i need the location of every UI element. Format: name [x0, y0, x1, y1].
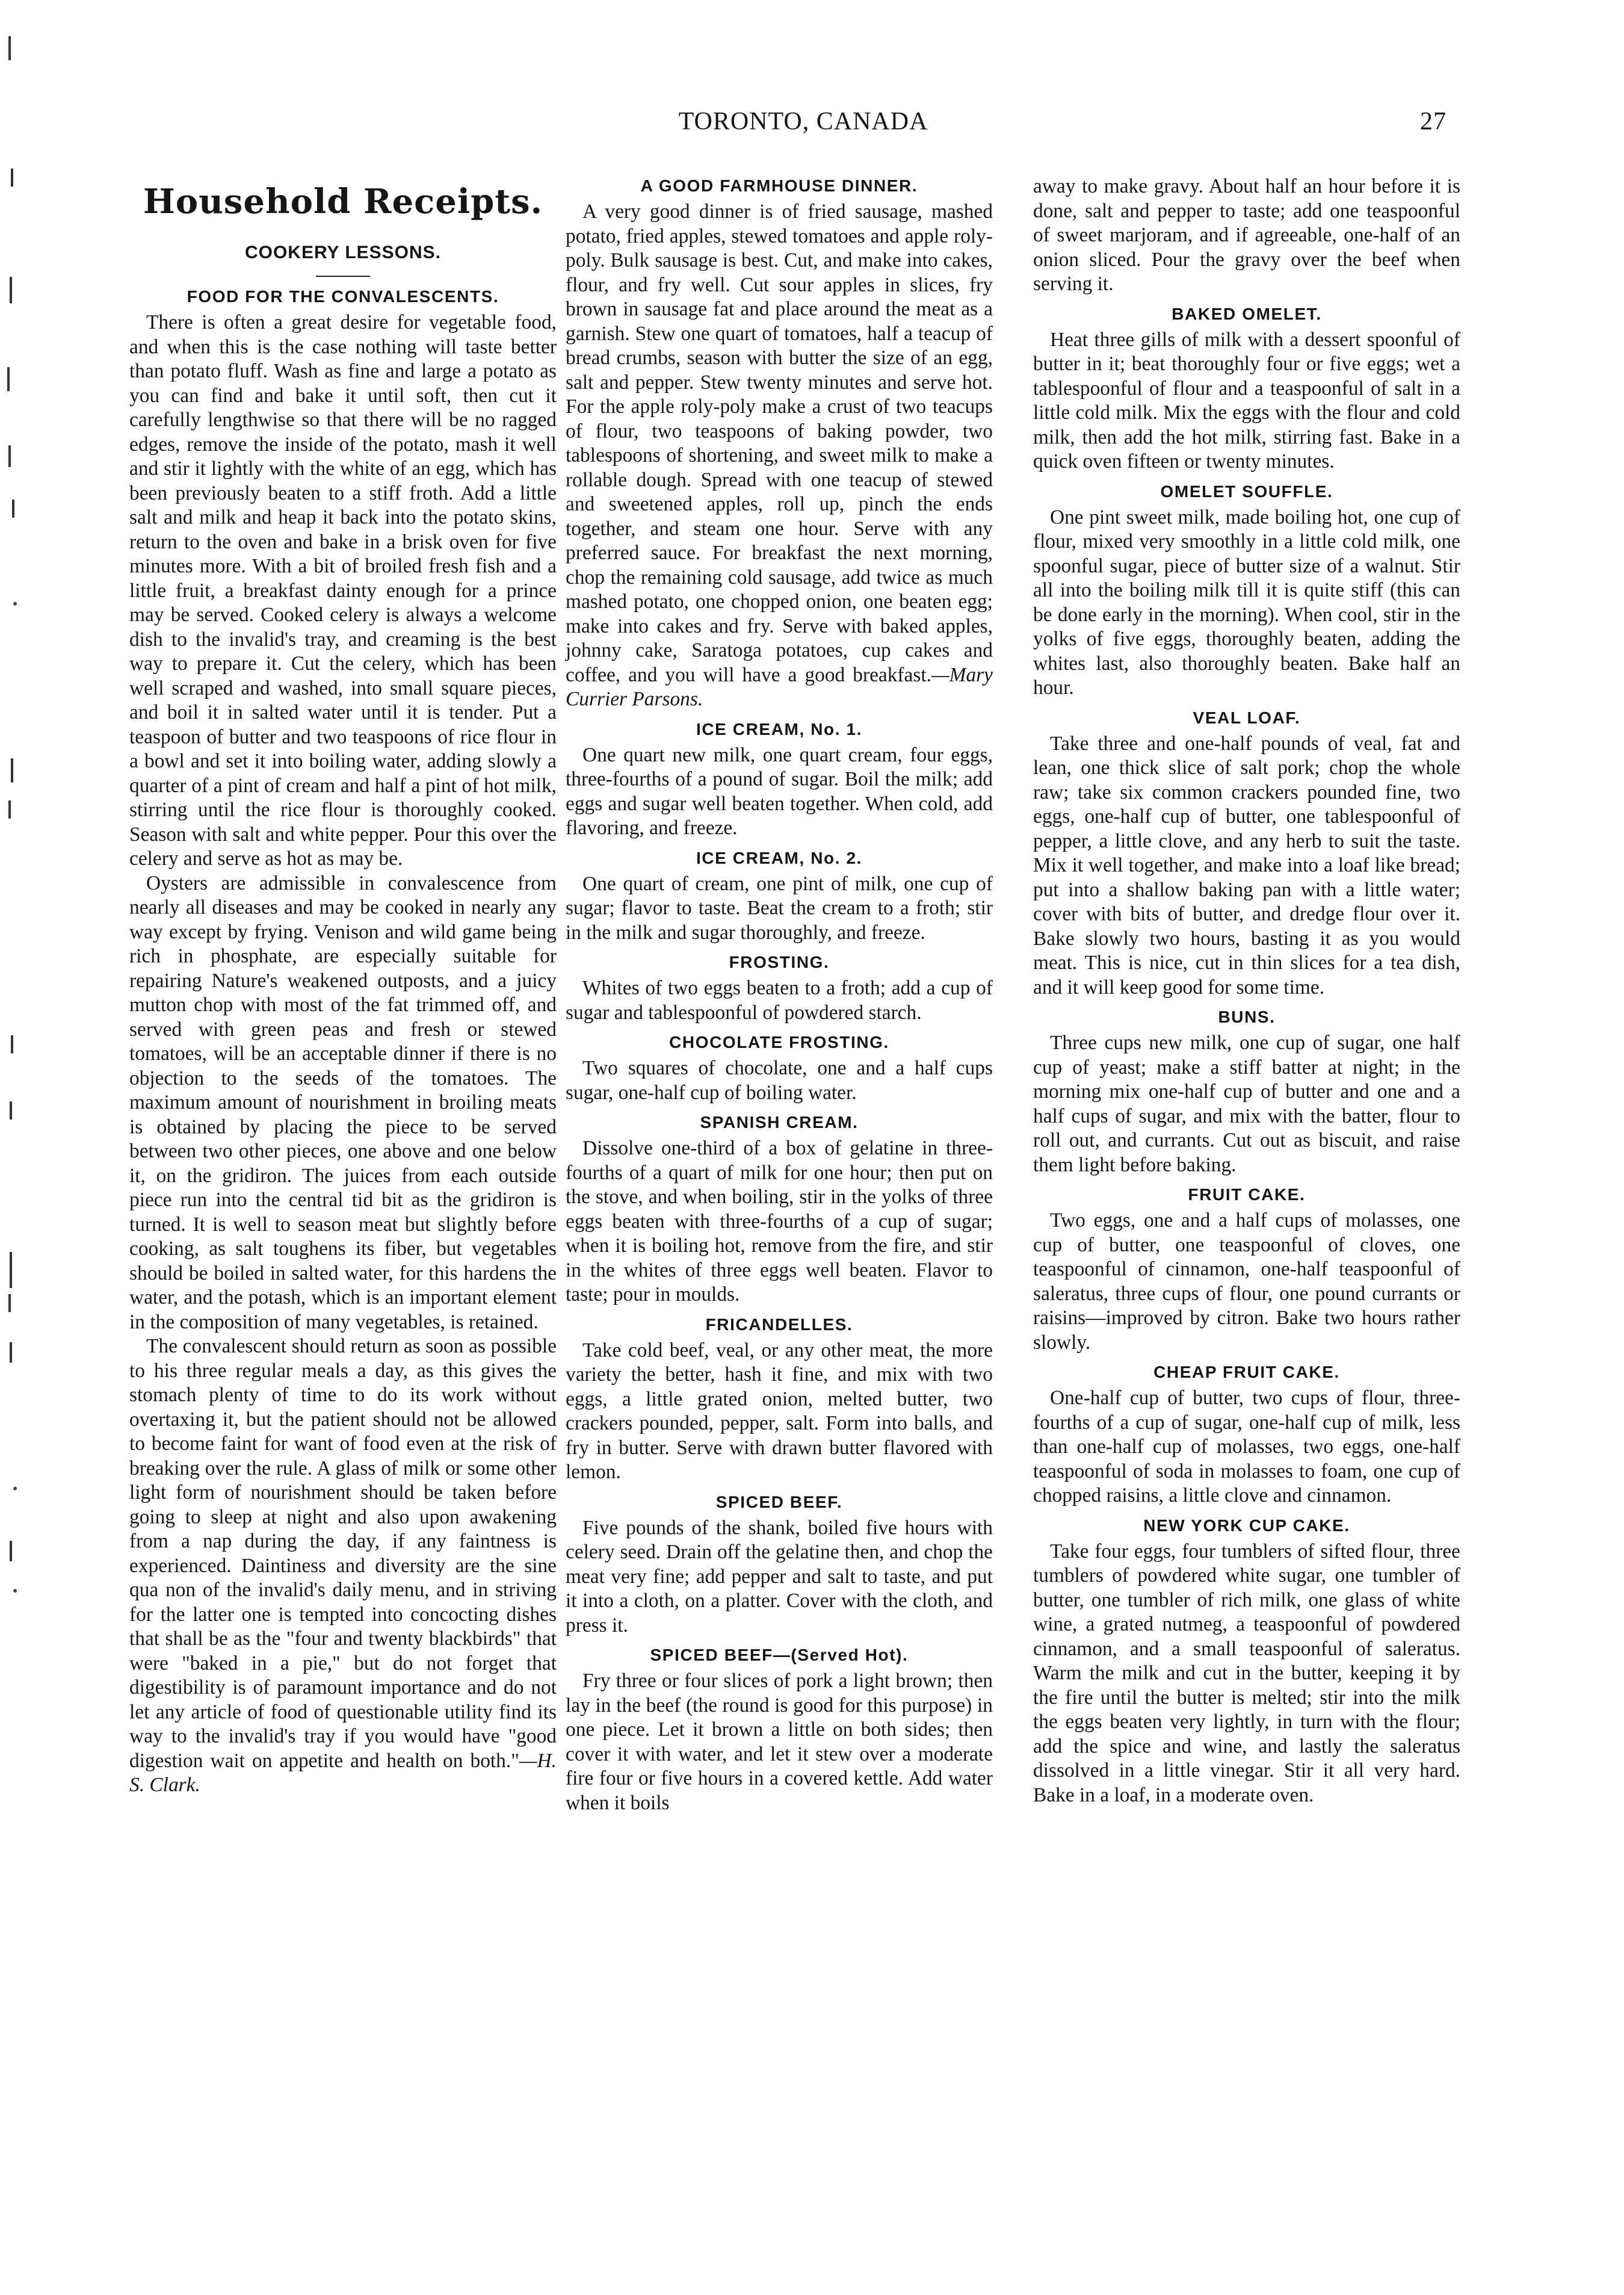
recipe-text: One quart new milk, one quart cream, four eggs, three-fourths of a pound of sugar. Boil the milk; add eggs and sugar well beaten together. When cold, add flavoring, and freeze. — [566, 743, 993, 839]
article — [566, 175, 993, 712]
recipe-text: One quart of cream, one pint of milk, one cup of sugar; flavor to taste. Beat the cream to a froth; stir in the milk and sugar thoroughly, and freeze. — [566, 872, 993, 944]
recipe-text: Fry three or four slices of pork a light brown; then lay in the beef (the round is good for this purpose) in one piece. Let it brown a little on both sides; then cover it with water, and let it stew over a moderate fire four or five hours in a covered kettle. Add water when it boils — [566, 1670, 993, 1814]
article-paragraph-text: The convalescent should return as soon as possible to his three regular meals a day, as this gives the stomach plenty of time to do its work without overtaxing it, but the patient should not be allowed to become faint for want of food even at the risk of breaking over the rule. A glass of milk or some other light form of nourishment should be taken before going to sleep at night and also upon awakening from a nap during the day, if any faintness is experienced. Daintiness and diversity are the sine qua non of the invalid's daily menu, and in striving for the latter one is tempted into concocting dishes that shall be as the "four and twenty blackbirds" that were "baked in a pie," but do not forget that digestibility is of paramount importance and do not let any article of food of questionable utility find its way to the invalid's tray if you would have "good digestion wait on appetite and health on both." — [129, 1335, 557, 1772]
recipe — [566, 1491, 993, 1638]
recipe-text: One-half cup of butter, two cups of flour, three-fourths of a cup of sugar, one-half cup of milk, less than one-half cup of molasses, two eggs, one-half teaspoonful of soda in molasses to foam, one cup of chopped raisins, a little clove and cinnamon. — [1033, 1387, 1460, 1507]
article — [129, 285, 557, 1798]
recipe-heading: VEAL LOAF. — [1193, 708, 1301, 727]
article-heading: A GOOD FARMHOUSE DINNER. — [640, 176, 918, 195]
article-paragraph-text: A very good dinner is of fried sausage, mashed potato, fried apples, stewed tomatoes and apple roly-poly. Bulk sausage is best. Cut, and make into cakes, flour, and fry well. Cut sour apples in slices, fry brown in sausage fat and place around the meat as a garnish. Stew one quart of tomatoes, half a teacup of bread crumbs, season with butter the size of an egg, salt and pepper. Stew twenty minutes and serve hot. For the apple roly-poly make a crust of two teacups of flour, two teaspoons of baking powder, two tablespoons of shortening, and sweet milk to make a rollable dough. Spread with one teacup of stewed and sweetened apples, roll up, pinch the ends together, and steam one hour. Serve with any preferred sauce. For breakfast the next morning, chop the remaining cold sausage, add twice as much mashed potato, one chopped onion, one beaten egg; make into cakes and fry. Serve with baked apples, johnny cake, Saratoga potatoes, cup cakes and coffee, and you will have a good breakfast. — [566, 200, 993, 686]
author-signature: —H. S. Clark. — [129, 1749, 557, 1796]
recipe-heading: SPICED BEEF. — [715, 1492, 843, 1511]
recipe-text: Three cups new milk, one cup of sugar, one half cup of yeast; make a stiff batter at night; in the morning mix one-half cup of butter and one and a half cups of sugar, and mix with the batter, flour to roll out, and currants. Cut out as biscuit, and raise them light before baking. — [1033, 1032, 1460, 1176]
recipe-text: Take four eggs, four tumblers of sifted flour, three tumblers of powdered white sugar, one tumbler of butter, one tumbler of rich milk, one glass of white wine, a grated nutmeg, a teaspoonful of powdered cinnamon, and a small teaspoonful of saleratus. Warm the milk and cut in the butter, keeping it by the fire until the butter is melted; stir into the milk the eggs beaten very lightly, in turn with the flour; add the spice and wine, and lastly the saleratus dissolved in a little vinegar. Stir it all very hard. Bake in a loaf, in a moderate oven. — [1033, 1540, 1460, 1806]
scan-margin-marks — [0, 0, 36, 2295]
article-paragraph: Oysters are admissible in convalescence from nearly all diseases and may be cooked in nearly any way except by frying. Venison and wild game being rich in phosphate, are especially suitable for repairing Nature's weakened outposts, and a juicy mutton chop with most of the fat trimmed off, and served with green peas and fresh or stewed tomatoes, will be an acceptable dinner if there is no objection to the seeds of the tomatoes. The maximum amount of nourishment in broiling meats is obtained by placing the piece to be served between two other pieces, one above and one below it, on the gridiron. The juices from each outside piece run into the central tid bit as the gridiron is turned. It is well to season meat but slightly before cooking, as salt toughens its fiber, but vegetables should be boiled in salted water, for this hardens the water, and the potash, which is an important element in the composition of many vegetables, is retained. — [129, 872, 557, 1333]
recipe-heading: SPANISH CREAM. — [700, 1113, 859, 1132]
author-signature: —Mary Currier Parsons. — [566, 663, 993, 710]
recipe — [1033, 1006, 1460, 1177]
recipe-heading: FRICANDELLES. — [705, 1315, 853, 1334]
recipe — [566, 847, 993, 946]
recipe-heading: SPICED BEEF—(Served Hot). — [650, 1646, 909, 1664]
article-paragraph: There is often a great desire for vegetable food, and when this is the case nothing will taste better than potato fluff. Wash as fine and large a potato as you can find and bake it until soft, then cut it carefully lengthwise so that there will be no ragged edges, remove the inside of the potato, mash it well and stir it lightly with the white of an egg, which has been previously beaten to a stiff froth. Add a little salt and milk and heap it back into the potato skins, return to the oven and bake in a brisk oven for five minutes more. With a bit of broiled fresh fish and a little fruit, a breakfast dainty enough for a prince may be served. Cooked celery is always a welcome dish to the invalid's tray, and creaming is the best way to prepare it. Cut the celery, which has been well scraped and washed, into small square pieces, and boil it in salted water until it is tender. Put a teaspoon of butter and two teaspoons of rice flour in a bowl and set it into boiling water, adding slowly a quarter of a pint of cream and half a pint of hot milk, stirring until the rice flour is thoroughly cooked. Season with salt and white pepper. Pour this over the celery and serve as hot as may be. — [129, 311, 557, 870]
text-column-2 — [566, 175, 993, 1815]
page-number: 27 — [1420, 108, 1446, 135]
recipe — [566, 1031, 993, 1105]
recipe-heading: ICE CREAM, No. 2. — [696, 848, 863, 867]
recipe-text: Take cold beef, veal, or any other meat, the more variety the better, hash it fine, and mix with two eggs, a little grated onion, melted butter, two crackers pounded, pepper, salt. Form into balls, and fry in butter. Serve with drawn butter flavored with lemon. — [566, 1339, 993, 1483]
recipe-text: Heat three gills of milk with a dessert spoonful of butter in it; beat thoroughly four or five eggs; wet a tablespoonful of flour and a teaspoonful of salt in a little cold milk. Mix the eggs with the flour and cold milk, then add the hot milk, stirring fast. Bake in a quick oven fifteen or twenty minutes. — [1033, 328, 1460, 472]
recipe — [1033, 1183, 1460, 1355]
recipe-text-continued: away to make gravy. About half an hour before it is done, salt and pepper to taste; add one teaspoonful of sweet marjoram, and if agreeable, one-half of an onion sliced. Pour the gravy over the beef when serving it. — [1033, 175, 1460, 295]
recipe-heading: FROSTING. — [729, 953, 830, 971]
recipe-heading: FRUIT CAKE. — [1188, 1185, 1306, 1204]
section-kicker: COOKERY LESSONS. — [244, 243, 442, 262]
text-column-3 — [1033, 175, 1460, 1807]
recipe — [1033, 480, 1460, 701]
article-paragraph — [129, 1334, 557, 1798]
recipe-heading: NEW YORK CUP CAKE. — [1143, 1516, 1350, 1535]
running-head — [0, 107, 1624, 143]
recipe-heading: BUNS. — [1218, 1008, 1276, 1026]
recipe-text: One pint sweet milk, made boiling hot, one cup of flour, mixed very smoothly in a little cold milk, one spoonful sugar, piece of butter size of a walnut. Stir all into the boiling milk till it is quite stiff (this can be done early in the morning). When cool, stir in the yolks of five eggs, thoroughly beaten, adding the whites last, also thoroughly beaten. Bake half an hour. — [1033, 506, 1460, 699]
recipe — [566, 1644, 993, 1815]
running-head-title: TORONTO, CANADA — [678, 108, 928, 135]
recipe-heading: BAKED OMELET. — [1172, 304, 1322, 323]
recipe — [1033, 303, 1460, 474]
recipe-text: Take three and one-half pounds of veal, fat and lean, one thick slice of salt pork; chop the whole raw; take six common crackers pounded fine, two eggs, one-half cup of butter, one tablespoonful of pepper, a little clove, and any herb to suit the taste. Mix it well together, and make into a loaf like bread; put into a shallow baking pan with a little water; cover with bits of butter, and dredge flour over it. Bake slowly two hours, basting it as you would meat. This is nice, cut in thin slices for a tea dish, and it will keep good for some time. — [1033, 732, 1460, 999]
recipe — [1033, 1514, 1460, 1808]
recipe-heading: OMELET SOUFFLE. — [1160, 482, 1333, 501]
recipe-text: Two eggs, one and a half cups of molasses, one cup of butter, one teaspoonful of cloves, one teaspoonful of cinnamon, one-half teaspoonful of saleratus, three cups of flour, one pound currants or raisins—improved by citron. Bake two hours rather slowly. — [1033, 1209, 1460, 1354]
recipe-text: Two squares of chocolate, one and a half cups sugar, one-half cup of boiling water. — [566, 1057, 993, 1104]
recipe — [566, 1313, 993, 1485]
recipe-text: Five pounds of the shank, boiled five hours with celery seed. Drain off the gelatine then, and chop the meat very fine; add pepper and salt to taste, and put it into a cloth, on a platter. Cover with the cloth, and press it. — [566, 1516, 993, 1637]
recipe-text: Dissolve one-third of a box of gelatine in three-fourths of a quart of milk for one hour; then put on the stove, and when boiling, stir in the yolks of three eggs beaten with three-fourths of a cup of sugar; when it is boiling hot, remove from the fire, and stir in the whites of three eggs well beaten. Flavor to taste; pour in moulds. — [566, 1137, 993, 1305]
recipe — [1033, 707, 1460, 1000]
text-column-1 — [129, 175, 557, 1798]
recipe — [566, 1111, 993, 1307]
divider-rule — [316, 276, 370, 277]
recipe-text: Whites of two eggs beaten to a froth; add a cup of sugar and tablespoonful of powdered starch. — [566, 977, 993, 1024]
recipe — [1033, 1361, 1460, 1508]
section-masthead: Household Receipts. — [143, 182, 543, 221]
article-heading: FOOD FOR THE CONVALESCENTS. — [187, 287, 499, 306]
recipe-heading: ICE CREAM, No. 1. — [696, 719, 863, 739]
article-paragraph — [566, 200, 993, 712]
recipe — [566, 951, 993, 1025]
recipe-heading: CHOCOLATE FROSTING. — [669, 1033, 889, 1051]
recipe — [566, 718, 993, 841]
recipe-heading: CHEAP FRUIT CAKE. — [1153, 1363, 1340, 1381]
